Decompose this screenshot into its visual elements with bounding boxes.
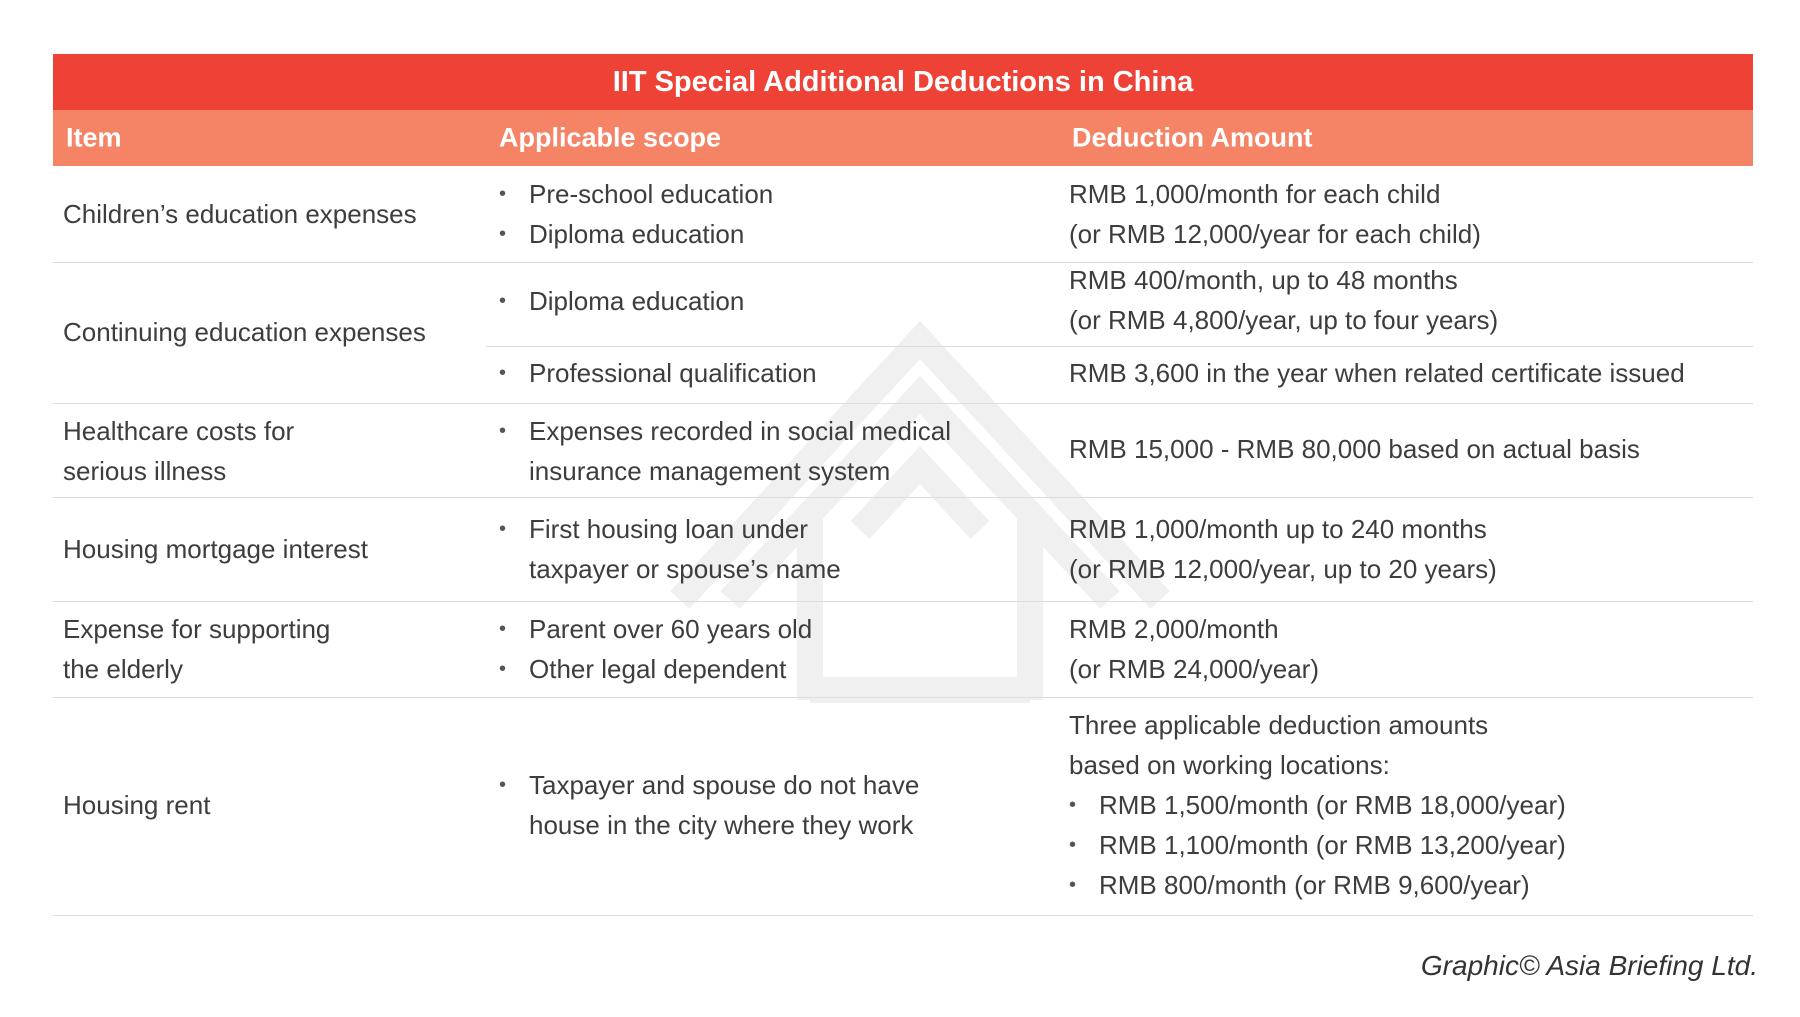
amount-line: (or RMB 4,800/year, up to four years) bbox=[1069, 305, 1499, 335]
scope-bullet bbox=[499, 411, 1059, 491]
amount-line: RMB 3,600 in the year when related certificate issued bbox=[1069, 358, 1685, 388]
table-header bbox=[53, 110, 1753, 166]
scope-cell bbox=[499, 609, 1059, 689]
amount-line: RMB 2,000/month bbox=[1069, 614, 1279, 644]
item-line: Expense for supporting bbox=[63, 614, 331, 644]
scope-line: taxpayer or spouse’s name bbox=[529, 554, 841, 584]
amount-line: based on working locations: bbox=[1069, 750, 1390, 780]
scope-bullet: • Diploma education bbox=[499, 214, 1059, 254]
table-title: IIT Special Additional Deductions in China bbox=[53, 54, 1753, 110]
amount-line: Three applicable deduction amounts bbox=[1069, 710, 1489, 740]
deductions-table bbox=[53, 54, 1753, 915]
header-applicable-scope: Applicable scope bbox=[499, 122, 722, 153]
amount-cell bbox=[1069, 509, 1749, 589]
scope-bullet: • Pre-school education bbox=[499, 174, 1059, 214]
scope-line: insurance management system bbox=[529, 456, 891, 486]
item-label bbox=[63, 411, 463, 491]
item-label bbox=[63, 609, 463, 689]
scope-cell bbox=[499, 353, 1059, 393]
scope-bullet bbox=[499, 765, 1059, 845]
amount-bullet: • RMB 800/month (or RMB 9,600/year) bbox=[1069, 865, 1749, 905]
scope-line: Expenses recorded in social medical bbox=[529, 416, 951, 446]
amount-line: (or RMB 24,000/year) bbox=[1069, 654, 1319, 684]
row-children-education bbox=[53, 166, 1753, 262]
graphic-credit: Graphic© Asia Briefing Ltd. bbox=[1420, 950, 1758, 981]
scope-cell bbox=[499, 281, 1059, 321]
scope-bullet bbox=[499, 509, 1059, 589]
scope-bullet: • Diploma education bbox=[499, 281, 1059, 321]
row-divider bbox=[53, 915, 1753, 916]
amount-line: RMB 1,000/month up to 240 months bbox=[1069, 514, 1487, 544]
row-continuing-education bbox=[53, 262, 1753, 403]
scope-cell bbox=[499, 411, 1059, 491]
item-label: Continuing education expenses bbox=[63, 317, 426, 347]
amount-line: RMB 15,000 - RMB 80,000 based on actual basis bbox=[1069, 434, 1640, 464]
scope-bullet: • Professional qualification bbox=[499, 353, 1059, 393]
item-line: Healthcare costs for bbox=[63, 416, 295, 446]
sub-row-divider bbox=[486, 346, 1753, 347]
item-line: serious illness bbox=[63, 456, 227, 486]
amount-cell bbox=[1069, 260, 1749, 340]
scope-line: house in the city where they work bbox=[529, 810, 914, 840]
scope-line: First housing loan under bbox=[529, 514, 808, 544]
item-label: Housing rent bbox=[63, 790, 211, 820]
scope-line: Taxpayer and spouse do not have bbox=[529, 770, 920, 800]
row-healthcare bbox=[53, 403, 1753, 497]
scope-bullet: • Parent over 60 years old bbox=[499, 609, 1059, 649]
item-label: Children’s education expenses bbox=[63, 199, 417, 229]
amount-bullet: • RMB 1,500/month (or RMB 18,000/year) bbox=[1069, 785, 1749, 825]
scope-cell bbox=[499, 509, 1059, 589]
row-housing-mortgage bbox=[53, 497, 1753, 601]
scope-cell bbox=[499, 765, 1059, 845]
amount-cell bbox=[1069, 609, 1749, 689]
amount-cell bbox=[1069, 174, 1749, 254]
scope-cell bbox=[499, 174, 1059, 254]
amount-bullet: • RMB 1,100/month (or RMB 13,200/year) bbox=[1069, 825, 1749, 865]
item-line: the elderly bbox=[63, 654, 183, 684]
row-housing-rent bbox=[53, 697, 1753, 915]
header-item: Item bbox=[66, 122, 122, 153]
amount-line: RMB 1,000/month for each child bbox=[1069, 179, 1441, 209]
amount-line: (or RMB 12,000/year, up to 20 years) bbox=[1069, 554, 1497, 584]
amount-cell bbox=[1069, 705, 1749, 905]
amount-line: (or RMB 12,000/year for each child) bbox=[1069, 219, 1481, 249]
row-supporting-elderly bbox=[53, 601, 1753, 697]
scope-bullet: • Other legal dependent bbox=[499, 649, 1059, 689]
amount-line: RMB 400/month, up to 48 months bbox=[1069, 265, 1458, 295]
header-deduction-amount: Deduction Amount bbox=[1072, 122, 1313, 153]
item-label: Housing mortgage interest bbox=[63, 534, 368, 564]
